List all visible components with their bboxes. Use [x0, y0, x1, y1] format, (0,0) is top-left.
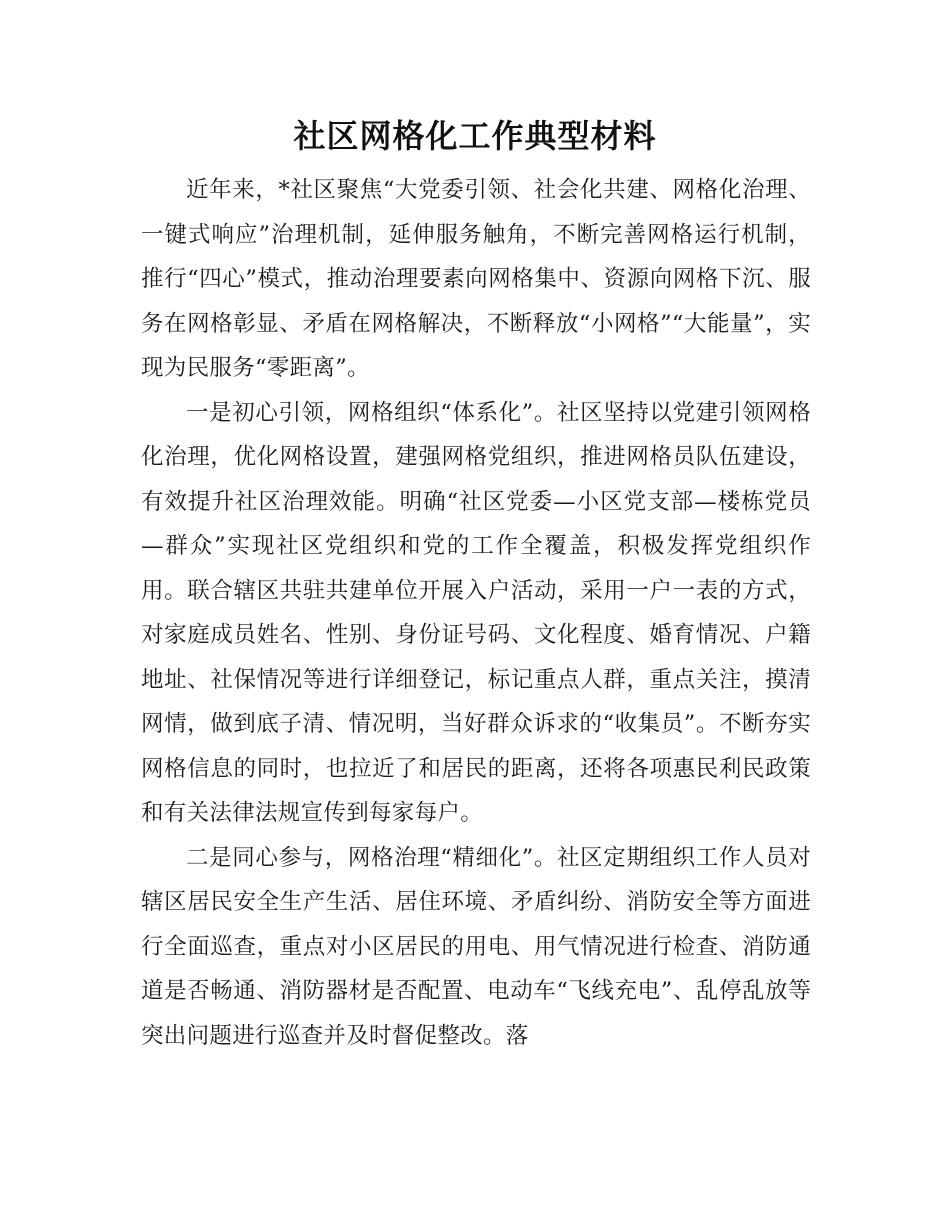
paragraph-point-one: 一是初心引领，网格组织“体系化”。社区坚持以党建引领网格化治理，优化网格设置，建强网格党组织，推进网格员队伍建设，有效提升社区治理效能。明确“社区党委—小区党支部—楼栋党员—群众”实现社区党组织和党的工作全覆盖，积极发挥党组织作用。联合辖区共驻共建单位开展入户活动，采用一户一表的方式，对家庭成员姓名、性别、身份证号码、文化程度、婚育情况、户籍地址、社保情况等进行详细登记，标记重点人群，重点关注，摸清网情，做到底子清、情况明，当好群众诉求的“收集员”。不断夯实网格信息的同时，也拉近了和居民的距离，还将各项惠民利民政策和有关法律法规宣传到每家每户。 — [141, 399, 811, 826]
document-body — [141, 168, 811, 1058]
paragraph-point-two: 二是同心参与，网格治理“精细化”。社区定期组织工作人员对辖区居民安全生产生活、居住环境、矛盾纠纷、消防安全等方面进行全面巡查，重点对小区居民的用电、用气情况进行检查、消防通道是否畅通、消防器材是否配置、电动车“飞线充电”、乱停乱放等突出问题进行巡查并及时督促整改。落 — [141, 844, 811, 1049]
paragraph-intro: 近年来，*社区聚焦“大党委引领、社会化共建、网格化治理、一键式响应”治理机制，延伸服务触角，不断完善网格运行机制，推行“四心”模式，推动治理要素向网格集中、资源向网格下沉、服务在网格彰显、矛盾在网格解决，不断释放“小网格”“大能量”，实现为民服务“零距离”。 — [141, 177, 811, 381]
document-title: 社区网格化工作典型材料 — [293, 117, 657, 155]
